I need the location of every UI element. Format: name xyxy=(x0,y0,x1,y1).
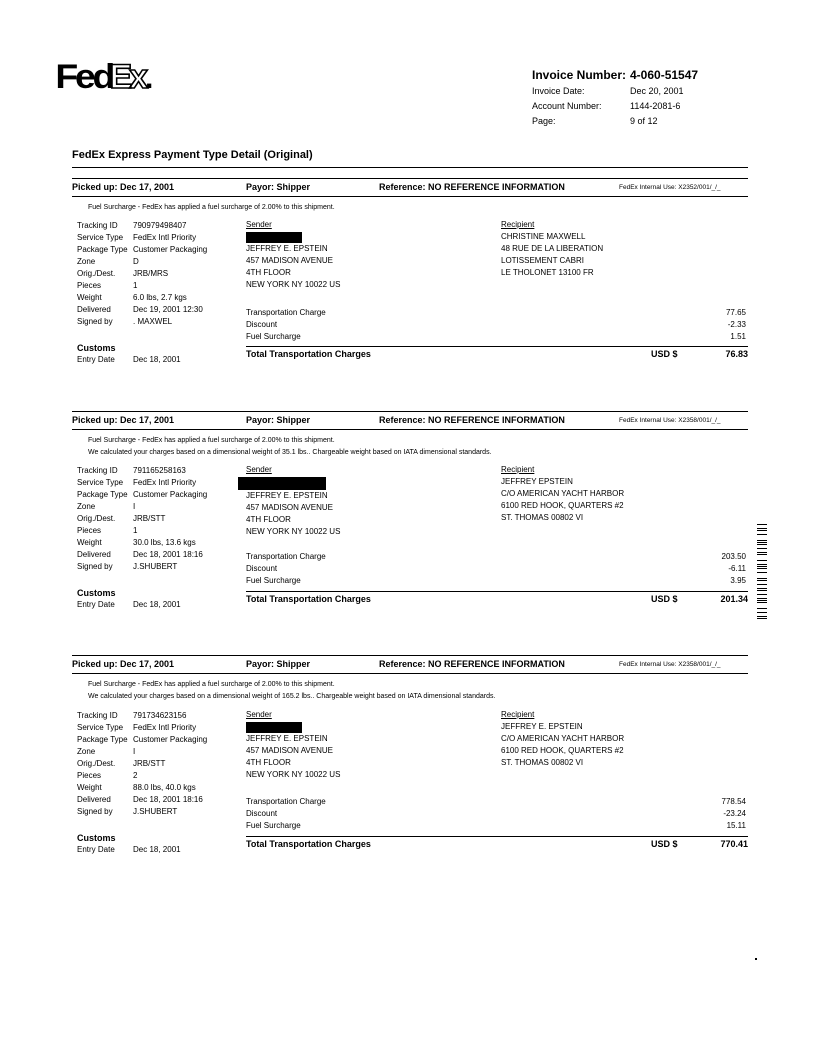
total-amount: 76.83 xyxy=(725,349,748,359)
barcode-bar xyxy=(757,528,767,529)
title-divider xyxy=(72,167,748,168)
barcode-bar xyxy=(757,616,767,617)
zone-label: Zone xyxy=(77,746,96,756)
barcode-bar xyxy=(757,614,767,615)
barcode-bar xyxy=(757,572,767,573)
delivered-label: Delivered xyxy=(77,794,111,804)
recipient-line: ST. THOMAS 00802 VI xyxy=(501,758,584,767)
sender-line: 457 MADISON AVENUE xyxy=(246,503,333,512)
entry-date-label: Entry Date xyxy=(77,355,115,364)
recipient-line: 6100 RED HOOK, QUARTERS #2 xyxy=(501,746,624,755)
reference: Reference: NO REFERENCE INFORMATION xyxy=(379,182,565,192)
account-number-row xyxy=(532,98,732,113)
service-label: Service Type xyxy=(77,232,124,242)
barcode-bar xyxy=(757,554,767,555)
recipient-label: Recipient xyxy=(501,465,535,474)
recipient-line: C/O AMERICAN YACHT HARBOR xyxy=(501,734,625,743)
sender-line: JEFFREY E. EPSTEIN xyxy=(246,491,328,500)
barcode-bar xyxy=(757,534,767,535)
fuel-note: Fuel Surcharge - FedEx has applied a fuel surcharge of 2.00% to this shipment. xyxy=(88,437,335,444)
pieces-label: Pieces xyxy=(77,770,102,780)
barcode-bar xyxy=(757,600,767,601)
service-label: Service Type xyxy=(77,722,124,732)
delivered: Dec 18, 2001 18:16 xyxy=(133,794,203,804)
entry-date: Dec 18, 2001 xyxy=(133,845,181,854)
sender-block xyxy=(246,464,466,538)
barcode-bar xyxy=(757,532,767,533)
page-label: Page: xyxy=(532,115,556,126)
barcode-bar xyxy=(757,546,767,547)
charges-block xyxy=(246,307,748,343)
invoice-date-row xyxy=(532,83,732,98)
picked-up-date: Picked up: Dec 17, 2001 xyxy=(72,415,175,425)
entry-date: Dec 18, 2001 xyxy=(133,355,181,364)
barcode-bar xyxy=(757,594,767,595)
shipment-details xyxy=(77,709,247,817)
barcode-bar xyxy=(757,610,767,611)
barcode-bar xyxy=(757,548,767,549)
tracking-id: 791165258163 xyxy=(133,465,186,475)
sender-label: Sender xyxy=(246,220,272,229)
customs-block xyxy=(77,832,181,856)
discount-label: Discount xyxy=(246,564,278,573)
internal-use: FedEx Internal Use: X2358/001/_/_ xyxy=(619,417,721,424)
barcode-bar xyxy=(757,584,767,585)
sender-line: NEW YORK NY 10022 US xyxy=(246,280,341,289)
barcode-bar xyxy=(757,586,767,587)
recipient-line: LOTISSEMENT CABRI xyxy=(501,256,584,265)
tracking-id: 791734623156 xyxy=(133,710,187,720)
barcode-bar xyxy=(757,588,767,589)
barcode-bar xyxy=(757,540,767,541)
package-type: Customer Packaging xyxy=(133,489,208,499)
recipient-line: 6100 RED HOOK, QUARTERS #2 xyxy=(501,501,624,510)
service-type: FedEx Intl Priority xyxy=(133,232,197,242)
barcode-bar xyxy=(757,602,767,603)
recipient-label: Recipient xyxy=(501,710,535,719)
charges-block xyxy=(246,796,748,832)
delivered-label: Delivered xyxy=(77,304,111,314)
recipient-line: LE THOLONET 13100 FR xyxy=(501,268,594,277)
weight-label: Weight xyxy=(77,782,102,792)
package-label: Package Type xyxy=(77,489,128,499)
shipment-notes xyxy=(88,435,492,459)
sender-line: 4TH FLOOR xyxy=(246,268,291,277)
picked-up-date: Picked up: Dec 17, 2001 xyxy=(72,182,175,192)
sender-line: 457 MADISON AVENUE xyxy=(246,256,333,265)
dimensional-note: We calculated your charges based on a dimensional weight of 35.1 lbs.. Chargeable weight based on IATA dimensional standards. xyxy=(88,449,492,456)
origdest-label: Orig./Dest. xyxy=(77,268,116,278)
sender-line: 457 MADISON AVENUE xyxy=(246,746,333,755)
total-amount: 201.34 xyxy=(720,594,748,604)
page-row xyxy=(532,113,732,128)
barcode-bar xyxy=(757,558,767,559)
shipment-2-top-rule xyxy=(72,411,748,412)
recipient-line: ST. THOMAS 00802 VI xyxy=(501,513,584,522)
shipment-header xyxy=(72,659,748,673)
service-type: FedEx Intl Priority xyxy=(133,722,197,732)
recipient-block xyxy=(501,464,721,524)
shipment-notes xyxy=(88,679,495,703)
barcode-bar xyxy=(757,608,767,609)
shipment-1 xyxy=(72,182,748,392)
barcode-bar xyxy=(757,530,767,531)
dimensional-note: We calculated your charges based on a dimensional weight of 165.2 lbs.. Chargeable weight based on IATA dimensional standards. xyxy=(88,693,496,700)
entry-date-label: Entry Date xyxy=(77,845,115,854)
weight-label: Weight xyxy=(77,292,102,302)
total-amount: 770.41 xyxy=(720,839,748,849)
currency-label: USD $ xyxy=(651,349,678,359)
fuel-amount: 1.51 xyxy=(730,332,746,341)
signed-by: J.SHUBERT xyxy=(133,561,178,571)
barcode-bar xyxy=(757,606,767,607)
pieces: 1 xyxy=(133,525,138,535)
sender-line: 4TH FLOOR xyxy=(246,515,291,524)
page-mark xyxy=(755,958,757,960)
invoice-info xyxy=(532,67,732,128)
recipient-line: JEFFREY E. EPSTEIN xyxy=(501,722,583,731)
payor: Payor: Shipper xyxy=(246,659,311,669)
transport-amount: 77.65 xyxy=(725,308,746,317)
shipment-3 xyxy=(72,659,748,869)
customs-label: Customs xyxy=(77,343,116,353)
transport-label: Transportation Charge xyxy=(246,552,326,561)
transport-amount: 778.54 xyxy=(721,797,746,806)
payor: Payor: Shipper xyxy=(246,415,311,425)
invoice-number-row xyxy=(532,67,732,83)
signed-label: Signed by xyxy=(77,316,113,326)
zone: I xyxy=(133,501,136,511)
barcode-bar xyxy=(757,568,767,569)
total-row xyxy=(246,836,748,850)
entry-date-label: Entry Date xyxy=(77,600,115,609)
service-type: FedEx Intl Priority xyxy=(133,477,197,487)
barcode-bar xyxy=(757,536,767,537)
service-label: Service Type xyxy=(77,477,124,487)
discount-label: Discount xyxy=(246,809,278,818)
tracking-label: Tracking ID xyxy=(77,465,118,475)
origdest-label: Orig./Dest. xyxy=(77,758,116,768)
header-underline xyxy=(72,429,748,430)
delivered: Dec 19, 2001 12:30 xyxy=(133,304,203,314)
logo-fed-text: Fed xyxy=(55,58,113,96)
transport-label: Transportation Charge xyxy=(246,308,326,317)
shipment-header xyxy=(72,415,748,429)
weight: 88.0 lbs, 40.0 kgs xyxy=(133,782,196,792)
total-row xyxy=(246,346,748,360)
barcode-bar xyxy=(757,590,767,591)
sender-label: Sender xyxy=(246,710,272,719)
recipient-line: CHRISTINE MAXWELL xyxy=(501,232,586,241)
sender-line: JEFFREY E. EPSTEIN xyxy=(246,734,328,743)
total-row xyxy=(246,591,748,605)
signed-label: Signed by xyxy=(77,806,113,816)
sender-line: NEW YORK NY 10022 US xyxy=(246,527,341,536)
pieces: 2 xyxy=(133,770,138,780)
shipment-1-top-rule xyxy=(72,178,748,179)
zone: I xyxy=(133,746,136,756)
delivered-label: Delivered xyxy=(77,549,111,559)
logo-ex-text: Ex xyxy=(109,58,146,96)
pieces: 1 xyxy=(133,280,138,290)
package-label: Package Type xyxy=(77,734,128,744)
barcode-bar xyxy=(757,580,767,581)
redaction-bar xyxy=(238,477,326,490)
origdest: JRB/STT xyxy=(133,513,166,523)
recipient-block xyxy=(501,709,721,769)
recipient-label: Recipient xyxy=(501,220,535,229)
recipient-line: C/O AMERICAN YACHT HARBOR xyxy=(501,489,625,498)
currency-label: USD $ xyxy=(651,594,678,604)
tracking-label: Tracking ID xyxy=(77,710,118,720)
redaction-bar xyxy=(246,722,302,733)
discount-amount: -2.33 xyxy=(727,320,746,329)
barcode-bar xyxy=(757,556,767,557)
transport-label: Transportation Charge xyxy=(246,797,326,806)
fuel-label: Fuel Surcharge xyxy=(246,821,301,830)
barcode-bar xyxy=(757,542,767,543)
fuel-amount: 3.95 xyxy=(730,576,746,585)
barcode-bar xyxy=(757,574,767,575)
shipment-2 xyxy=(72,415,748,625)
invoice-number: 4-060-51547 xyxy=(630,68,699,82)
invoice-number-label: Invoice Number: xyxy=(532,68,627,82)
tracking-label: Tracking ID xyxy=(77,220,118,230)
barcode-bar xyxy=(757,578,767,579)
charges-block xyxy=(246,551,748,587)
package-type: Customer Packaging xyxy=(133,734,208,744)
shipment-notes xyxy=(88,202,335,214)
logo-dot: . xyxy=(145,62,151,95)
account-number: 1144-2081-6 xyxy=(630,100,681,111)
barcode-bar xyxy=(757,566,767,567)
invoice-date-label: Invoice Date: xyxy=(532,85,585,96)
total-label: Total Transportation Charges xyxy=(246,594,371,604)
internal-use: FedEx Internal Use: X2358/001/_/_ xyxy=(619,661,721,668)
zone-label: Zone xyxy=(77,256,96,266)
sender-line: NEW YORK NY 10022 US xyxy=(246,770,341,779)
barcode-bar xyxy=(757,604,767,605)
page-title: FedEx Express Payment Type Detail (Original) xyxy=(72,149,313,161)
currency-label: USD $ xyxy=(651,839,678,849)
barcode-bar xyxy=(757,526,767,527)
sender-block xyxy=(246,219,466,291)
payor: Payor: Shipper xyxy=(246,182,311,192)
barcode-bar xyxy=(757,564,767,565)
redaction-bar xyxy=(246,232,302,243)
customs-label: Customs xyxy=(77,588,116,598)
invoice-date: Dec 20, 2001 xyxy=(630,85,684,96)
zone: D xyxy=(133,256,139,266)
weight-label: Weight xyxy=(77,537,102,547)
discount-amount: -6.11 xyxy=(728,564,746,573)
pieces-label: Pieces xyxy=(77,280,102,290)
barcode-bar xyxy=(757,612,767,613)
fuel-amount: 15.11 xyxy=(726,821,746,830)
fuel-label: Fuel Surcharge xyxy=(246,332,301,341)
barcode-bar xyxy=(757,582,767,583)
reference: Reference: NO REFERENCE INFORMATION xyxy=(379,415,565,425)
barcode-bar xyxy=(757,598,767,599)
discount-label: Discount xyxy=(246,320,278,329)
total-label: Total Transportation Charges xyxy=(246,349,371,359)
total-label: Total Transportation Charges xyxy=(246,839,371,849)
barcode-bar xyxy=(757,552,767,553)
tracking-id: 790979498407 xyxy=(133,220,187,230)
barcode-bar xyxy=(757,618,767,619)
package-type: Customer Packaging xyxy=(133,244,208,254)
fuel-label: Fuel Surcharge xyxy=(246,576,301,585)
pieces-label: Pieces xyxy=(77,525,102,535)
recipient-block xyxy=(501,219,721,279)
barcode-graphic xyxy=(757,524,767,620)
shipment-details xyxy=(77,464,247,572)
barcode-bar xyxy=(757,544,767,545)
weight: 6.0 lbs, 2.7 kgs xyxy=(133,292,187,302)
picked-up-date: Picked up: Dec 17, 2001 xyxy=(72,659,175,669)
origdest: JRB/MRS xyxy=(133,268,169,278)
fuel-note: Fuel Surcharge - FedEx has applied a fuel surcharge of 2.00% to this shipment. xyxy=(88,204,335,211)
shipment-3-top-rule xyxy=(72,655,748,656)
transport-amount: 203.50 xyxy=(721,552,746,561)
sender-block xyxy=(246,709,466,781)
signed-label: Signed by xyxy=(77,561,113,571)
barcode-bar xyxy=(757,550,767,551)
barcode-bar xyxy=(757,570,767,571)
origdest-label: Orig./Dest. xyxy=(77,513,116,523)
fuel-note: Fuel Surcharge - FedEx has applied a fuel surcharge of 2.00% to this shipment. xyxy=(88,681,335,688)
barcode-bar xyxy=(757,562,767,563)
discount-amount: -23.24 xyxy=(723,809,746,818)
recipient-line: JEFFREY EPSTEIN xyxy=(501,477,573,486)
signed-by: . MAXWEL xyxy=(133,316,173,326)
reference: Reference: NO REFERENCE INFORMATION xyxy=(379,659,565,669)
entry-date: Dec 18, 2001 xyxy=(133,600,181,609)
barcode-bar xyxy=(757,576,767,577)
sender-line: JEFFREY E. EPSTEIN xyxy=(246,244,328,253)
sender-label: Sender xyxy=(246,465,272,474)
barcode-bar xyxy=(757,592,767,593)
barcode-bar xyxy=(757,596,767,597)
shipment-header xyxy=(72,182,748,196)
delivered: Dec 18, 2001 18:16 xyxy=(133,549,203,559)
shipment-details xyxy=(77,219,247,327)
zone-label: Zone xyxy=(77,501,96,511)
recipient-line: 48 RUE DE LA LIBERATION xyxy=(501,244,604,253)
header-underline xyxy=(72,196,748,197)
weight: 30.0 lbs, 13.6 kgs xyxy=(133,537,196,547)
barcode-bar xyxy=(757,560,767,561)
origdest: JRB/STT xyxy=(133,758,166,768)
fedex-logo xyxy=(55,58,151,96)
barcode-bar xyxy=(757,538,767,539)
customs-block xyxy=(77,587,181,611)
internal-use: FedEx Internal Use: X2352/001/_/_ xyxy=(619,184,721,191)
customs-block xyxy=(77,342,181,366)
account-number-label: Account Number: xyxy=(532,100,602,111)
header-underline xyxy=(72,673,748,674)
signed-by: J.SHUBERT xyxy=(133,806,178,816)
package-label: Package Type xyxy=(77,244,128,254)
sender-line: 4TH FLOOR xyxy=(246,758,291,767)
page-number: 9 of 12 xyxy=(630,115,658,126)
customs-label: Customs xyxy=(77,833,116,843)
barcode-bar xyxy=(757,524,767,525)
